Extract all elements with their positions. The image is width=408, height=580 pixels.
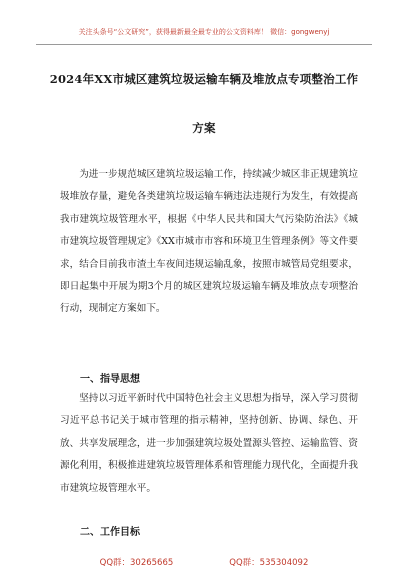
footer-qq-group-2: QQ群：535304092 [229,558,309,568]
guiding-ideology-paragraph: 坚持以习近平新时代中国特色社会主义思想为指导，深入学习贯彻习近平总书记关于城市管理的指示精神，坚持创新、协调、绿色、开放、共享发展理念，进一步加强建筑垃圾处置源头管控、运输监管、资源化利用，积极推进建筑垃圾管理体系和管理能力现代化，全面提升我市建筑垃圾管理水平。 [60,393,358,494]
section-heading-work-goals: 二、工作目标 [80,527,140,538]
footer-qq-group-1: QQ群：30265665 [99,558,174,568]
intro-paragraph: 为进一步规范城区建筑垃圾运输工作，持续减少城区非正规建筑垃圾堆放存量，避免各类建筑垃圾运输车辆违法违规行为发生，有效提高我市建筑垃圾管理水平，根据《中华人民共和国大气污染防治法》《城市建筑垃圾管理规定》《XX市城市市容和环境卫生管理条例》等文件要求，结合目前我市渣土车夜间违规运输乱象，按照市城管局党组要求，即日起集中开展为期3个月的城区建筑垃圾运输车辆及堆放点专项整治行动，现制定方案如下。 [60,169,358,315]
page-header: 关注头条号“公文研究”，获得最新最全最专业的公文资料库！ 微信：gongwenyj [78,28,330,36]
document-title-continuation: 方案 [192,121,216,135]
page-footer [0,556,408,568]
section-heading-guiding-ideology: 一、指导思想 [80,374,140,385]
document-title: 2024年XX市城区建筑垃圾运输车辆及堆放点专项整治工作 [49,72,359,86]
header-divider [36,44,372,45]
